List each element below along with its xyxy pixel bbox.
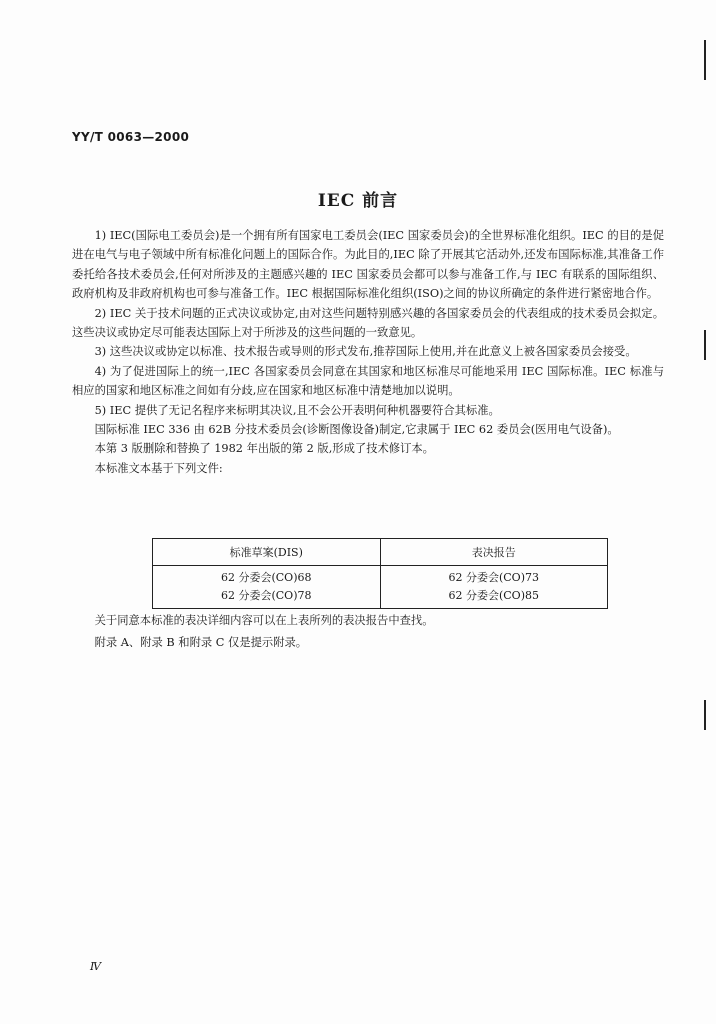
cell-line: 62 分委会(CO)73 [448, 571, 539, 584]
column-header: 表决报告 [380, 539, 608, 566]
cell-line: 62 分委会(CO)85 [448, 589, 539, 602]
column-header: 标准草案(DIS) [153, 539, 381, 566]
documents-table [152, 538, 608, 609]
scan-edge-mark [704, 330, 706, 360]
paragraph: 3) 这些决议或协定以标准、技术报告或导则的形式发布,推荐国际上使用,并在此意义上被各国家委员会接受。 [94, 345, 637, 359]
scan-edge-mark [704, 40, 706, 80]
paragraph: 5) IEC 提供了无记名程序来标明其决议,且不会公开表明何种机器要符合其标准。 [94, 403, 500, 417]
closing-notes [72, 610, 664, 654]
cell-line: 62 分委会(CO)68 [220, 571, 312, 584]
table-header-row [153, 539, 608, 566]
paragraph: 附录 A、附录 B 和附录 C 仅是提示附录。 [94, 636, 308, 649]
table-row [153, 566, 608, 609]
paragraph: 国际标准 IEC 336 由 62B 分技术委员会(诊断图像设备)制定,它隶属于 IEC 62 委员会(医用电气设备)。 [94, 423, 619, 437]
paragraph: 关于同意本标准的表决详细内容可以在上表所列的表决报告中查找。 [94, 614, 434, 627]
table-cell [380, 566, 608, 609]
body-text [72, 226, 664, 478]
paragraph: 2) IEC 关于技术问题的正式决议或协定,由对这些问题特别感兴趣的各国家委员会的代表组成的技术委员会拟定。这些决议或协定尽可能表达国际上对于所涉及的这些问题的一致意见。 [72, 306, 664, 340]
scan-edge-mark [704, 700, 706, 730]
paragraph: 1) IEC(国际电工委员会)是一个拥有所有国家电工委员会(IEC 国家委员会)的全世界标准化组织。IEC 的目的是促进在电气与电子领域中所有标准化问题上的国际合作。为此目的,IEC 除了开展其它活动外,还发布国际标准,其准备工作委托给各技术委员会,任何对所涉及的主题感兴趣的 IEC 国家委员会都可以参与准备工作,与 IEC 有联系的国际组织、政府机构及非政府机构也可参与准备工作。IEC 根据国际标准化组织(ISO)之间的协议所确定的条件进行紧密地合作。 [72, 229, 664, 301]
paragraph: 本第 3 版删除和替换了 1982 年出版的第 2 版,形成了技术修订本。 [94, 442, 434, 456]
paragraph: 4) 为了促进国际上的统一,IEC 各国家委员会同意在其国家和地区标准尽可能地采用 IEC 国际标准。IEC 标准与相应的国家和地区标准之间如有分歧,应在国家和地区标准中清楚地加以说明。 [72, 364, 664, 398]
table-intro: 本标准文本基于下列文件: [94, 461, 223, 475]
document-code: YY/T 0063—2000 [72, 130, 190, 144]
table-cell [153, 566, 381, 609]
page-title: IEC 前言 [317, 191, 399, 211]
cell-line: 62 分委会(CO)78 [220, 589, 312, 602]
page-number: Ⅳ [90, 960, 101, 973]
